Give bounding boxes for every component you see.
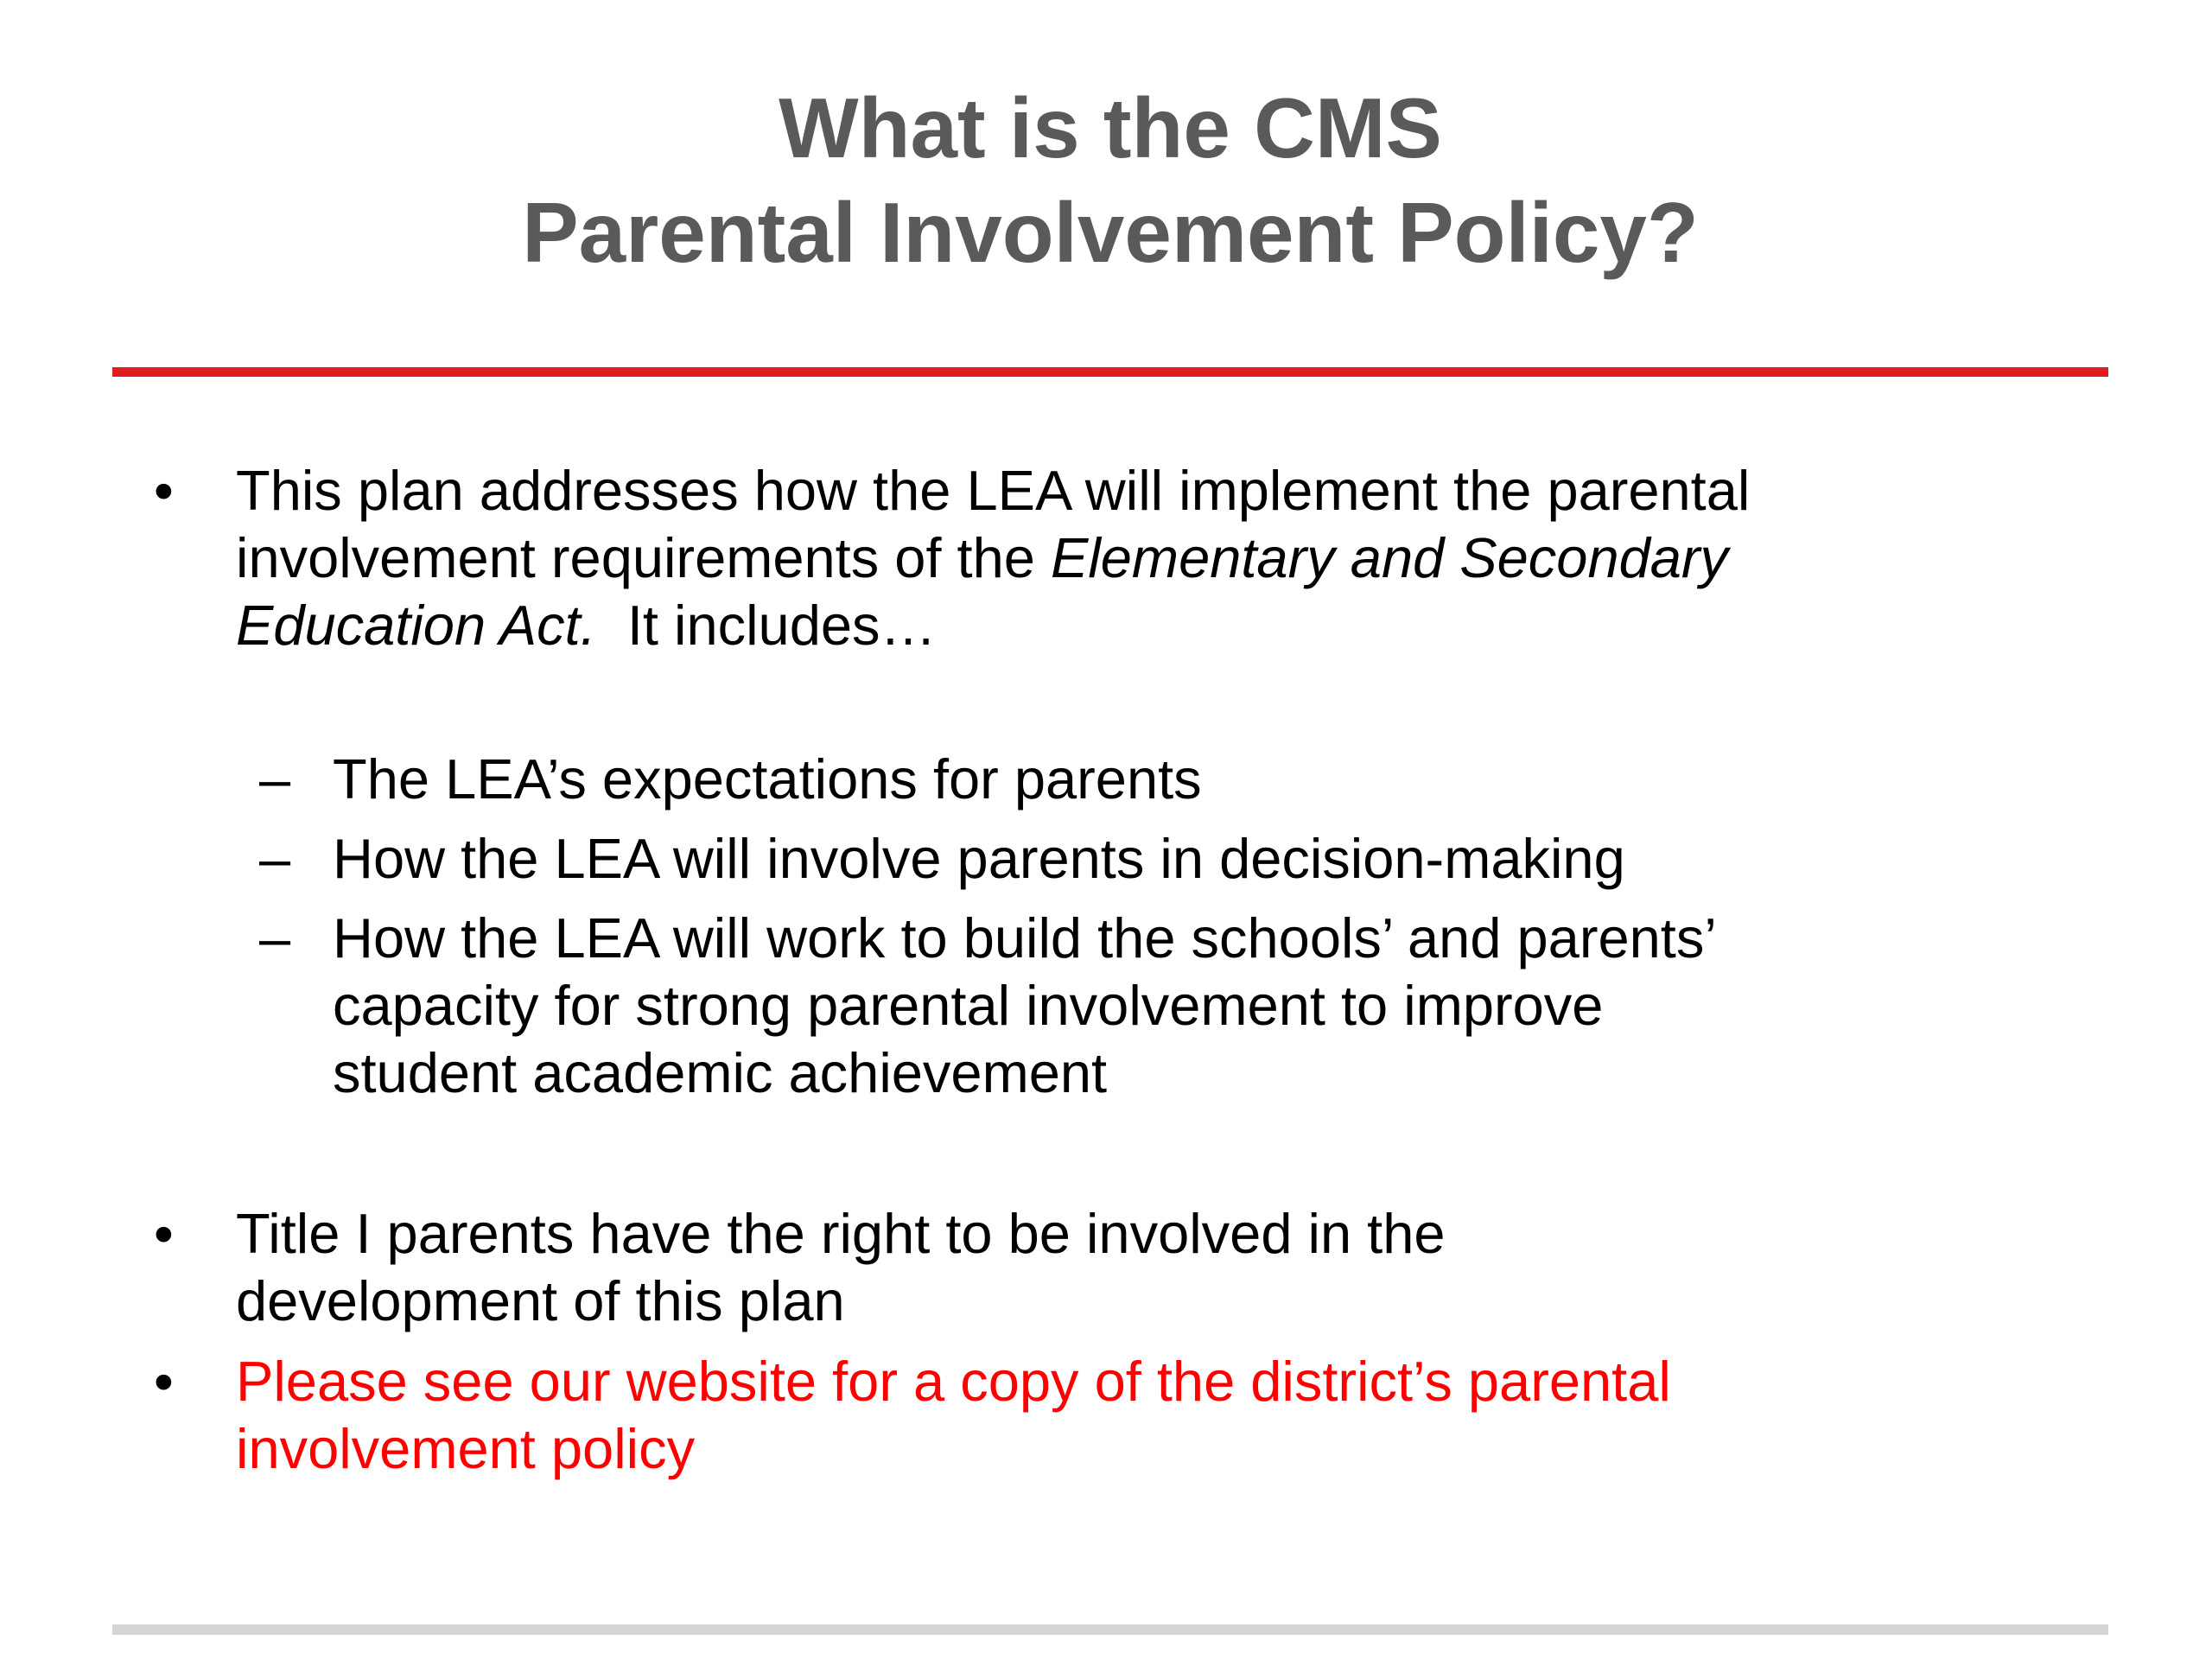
bullet-text-1-intro: This plan addresses how the LEA will implement the parental involvement requirements of the	[236, 459, 1751, 589]
bullet-text-1	[236, 457, 1878, 659]
bullet-text-1-outro: It includes…	[595, 594, 937, 657]
sub-bullet-marker: –	[259, 827, 291, 890]
slide-title-line-1: What is the CMS	[779, 80, 1442, 175]
bullet-marker: •	[154, 459, 174, 522]
slide-title	[112, 76, 2108, 285]
bullet-marker: •	[154, 1350, 174, 1413]
sub-bullet-text-2: How the LEA will involve parents in decision-making	[333, 827, 1625, 890]
footer-divider	[112, 1624, 2108, 1635]
sub-bullet-marker: –	[259, 747, 291, 810]
bullet-text-1-act-name: Elementary and Secondary Education Act.	[236, 526, 1729, 657]
bullet-text-2: Title I parents have the right to be involved in the development of this plan	[236, 1202, 1446, 1332]
sub-bullet-text-3: How the LEA will work to build the schools’ and parents’ capacity for strong parental involvement to improve student academic achievement	[333, 906, 1715, 1104]
sub-bullet-text-1: The LEA’s expectations for parents	[333, 747, 1202, 810]
bullet-marker: •	[154, 1202, 174, 1265]
bullet-text-3-website-notice: Please see our website for a copy of the district’s parental involvement policy	[236, 1350, 1671, 1480]
title-divider	[112, 367, 2108, 377]
slide-title-line-2: Parental Involvement Policy?	[522, 185, 1699, 280]
sub-bullet-marker: –	[259, 906, 291, 969]
